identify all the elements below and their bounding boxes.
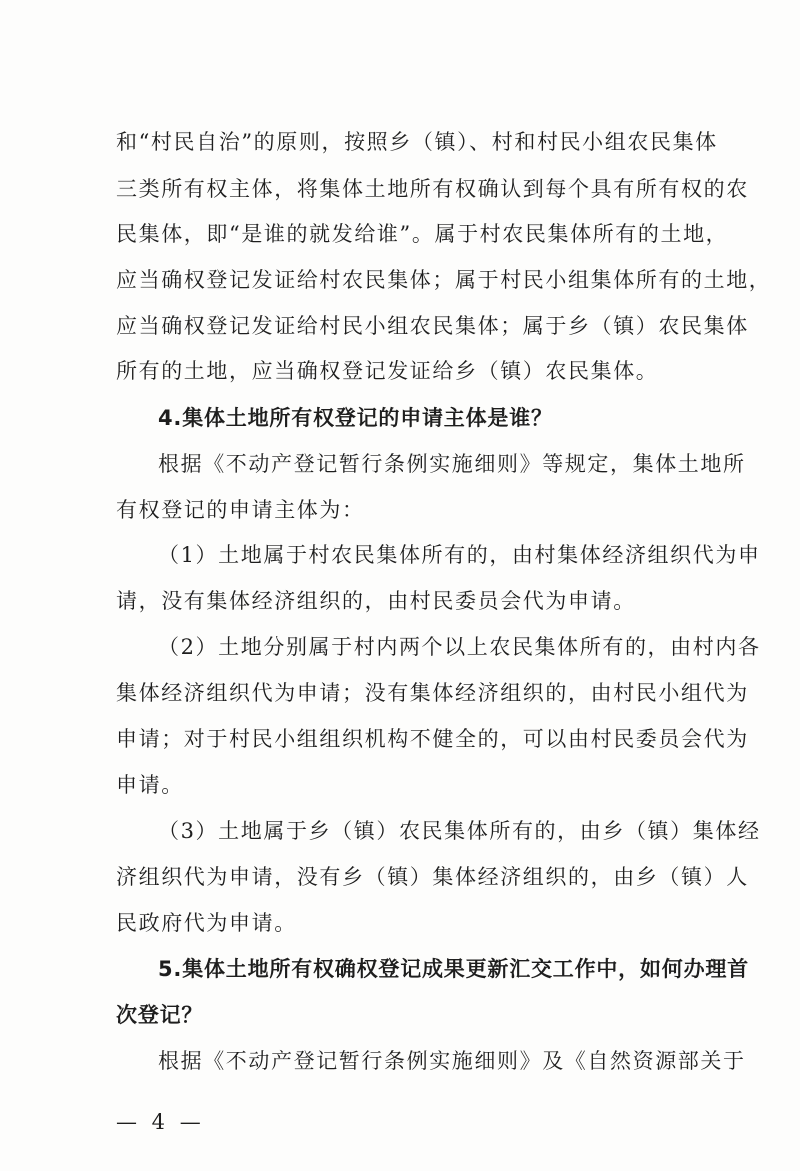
- body-text-line: 济组织代为申请，没有乡（镇）集体经济组织的，由乡（镇）人: [116, 865, 749, 889]
- body-text-line: 民政府代为申请。: [116, 911, 297, 935]
- section-heading-continued: 次登记？: [116, 1003, 204, 1027]
- body-text-line: 有权登记的申请主体为：: [116, 498, 365, 522]
- body-text-line: 请，没有集体经济组织的，由村民委员会代为申请。: [116, 589, 636, 613]
- body-text-line: 民集体，即“是谁的就发给谁”。属于村农民集体所有的土地，: [116, 222, 729, 246]
- body-text-line: 申请。: [116, 773, 184, 797]
- body-text-line: 应当确权登记发证给村民小组农民集体；属于乡（镇）农民集体: [116, 314, 749, 338]
- list-item-line: （1）土地属于村农民集体所有的，由村集体经济组织代为申: [158, 543, 761, 567]
- page-number: — 4 —: [116, 1110, 205, 1134]
- body-text-line: 所有的土地，应当确权登记发证给乡（镇）农民集体。: [116, 359, 659, 383]
- body-text-line: 和“村民自治”的原则，按照乡（镇）、村和村民小组农民集体: [116, 130, 718, 154]
- list-item-line: （2）土地分别属于村内两个以上农民集体所有的，由村内各: [158, 635, 761, 659]
- section-heading: 4.集体土地所有权登记的申请主体是谁？: [158, 406, 553, 430]
- body-text-line: 申请；对于村民小组组织机构不健全的，可以由村民委员会代为: [116, 727, 749, 751]
- body-text-line: 集体经济组织代为申请；没有集体经济组织的，由村民小组代为: [116, 681, 749, 705]
- list-item-line: （3）土地属于乡（镇）农民集体所有的，由乡（镇）集体经: [158, 819, 761, 843]
- body-text-line: 根据《不动产登记暂行条例实施细则》等规定，集体土地所: [158, 452, 746, 476]
- body-text-line: 根据《不动产登记暂行条例实施细则》及《自然资源部关于: [158, 1049, 746, 1073]
- section-heading: 5.集体土地所有权确权登记成果更新汇交工作中，如何办理首: [158, 957, 749, 981]
- body-text-line: 三类所有权主体，将集体土地所有权确认到每个具有所有权的农: [116, 177, 749, 201]
- body-text-line: 应当确权登记发证给村农民集体；属于村民小组集体所有的土地，: [116, 268, 772, 292]
